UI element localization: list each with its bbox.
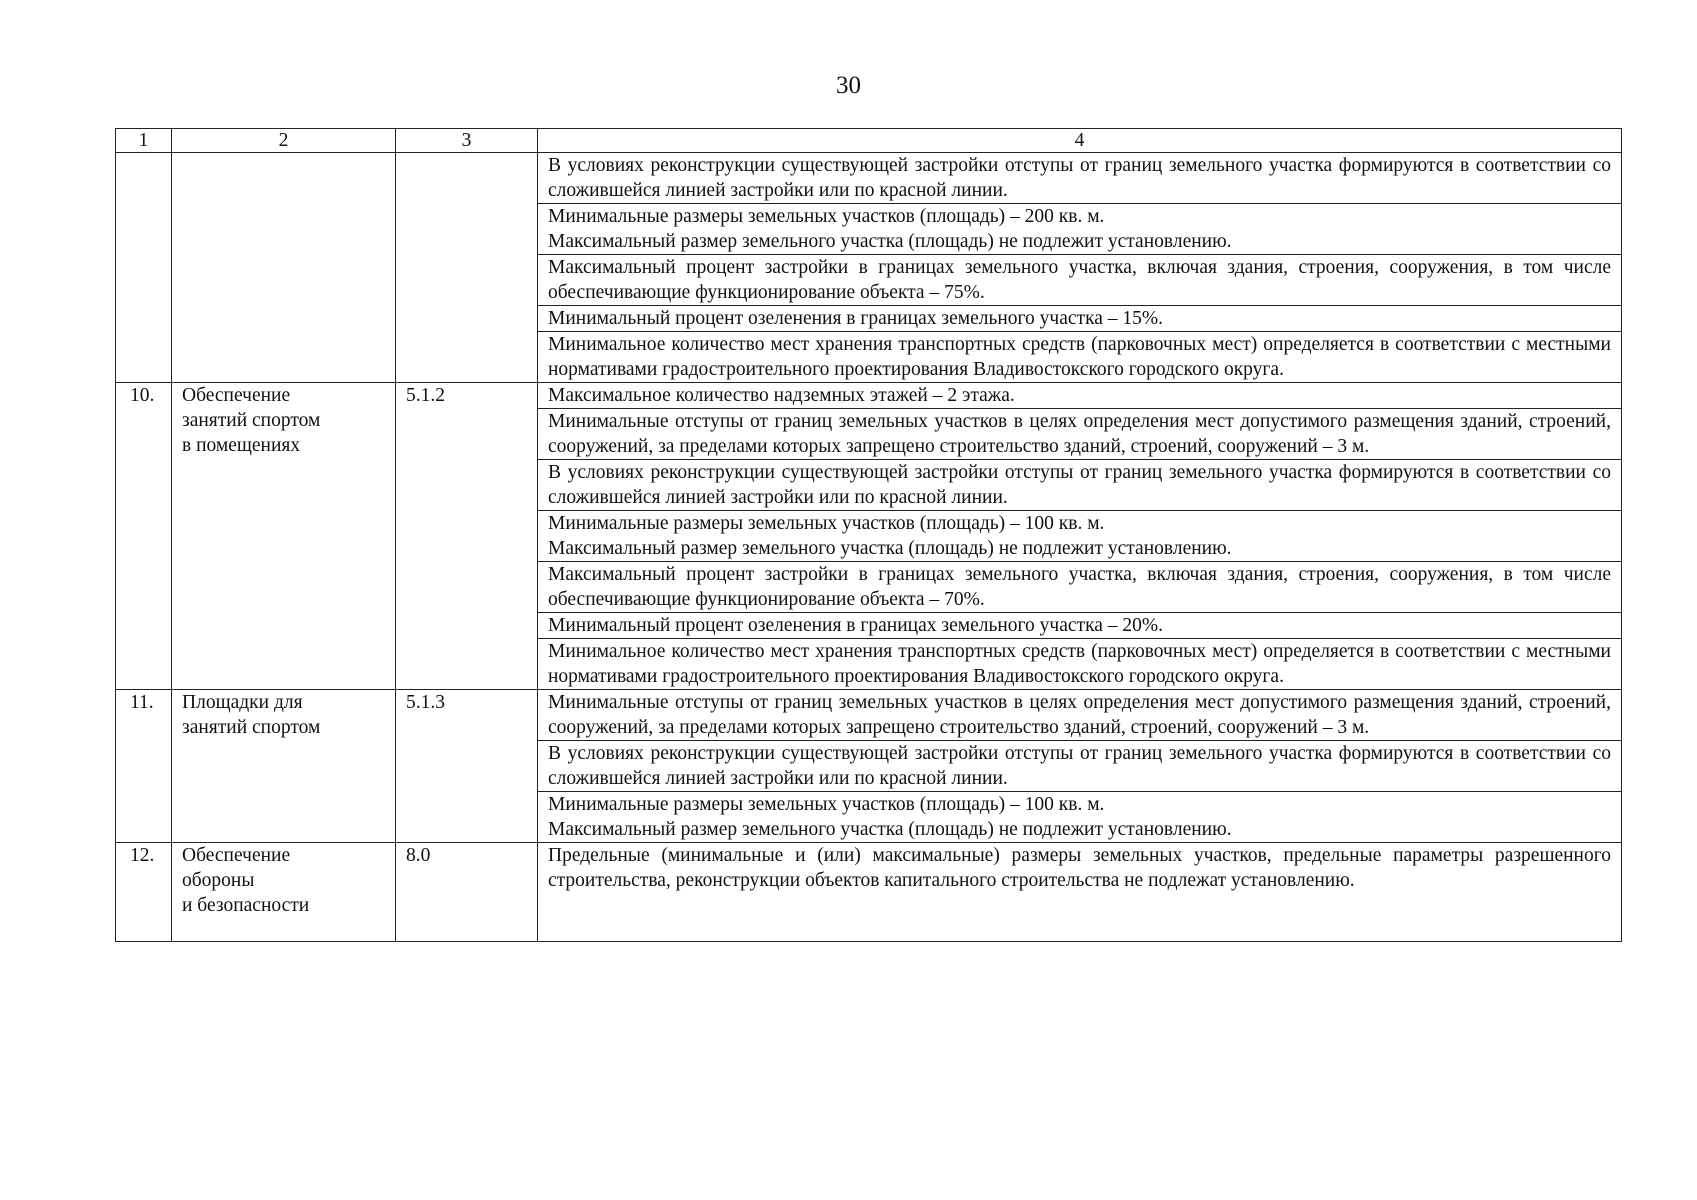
parameter-cell: Минимальное количество мест хранения транспортных средств (парковочных мест) определяется в соответствии с местными нормативами градостроительного проектирования Владивостокского городского округа. [538,332,1622,383]
row-number: 10. [116,383,172,690]
parameter-cell: Максимальное количество надземных этажей – 2 этажа. [538,383,1622,409]
header-col-1: 1 [116,129,172,153]
parameter-cell: Минимальные отступы от границ земельных участков в целях определения мест допустимого размещения зданий, строений, сооружений, за пределами которых запрещено строительство зданий, строений, сооружений – 3 м. [538,690,1622,741]
parameter-cell: Минимальный процент озеленения в границах земельного участка – 15%. [538,306,1622,332]
table-row [116,383,1622,409]
num-cell-empty [116,153,172,383]
parameter-cell: Минимальное количество мест хранения транспортных средств (парковочных мест) определяется в соответствии с местными нормативами градостроительного проектирования Владивостокского городского округа. [538,639,1622,690]
table-row [116,690,1622,741]
use-type-code: 5.1.3 [396,690,538,843]
parameter-cell: В условиях реконструкции существующей застройки отступы от границ земельного участка формируются в соответствии со сложившейся линией застройки или по красной линии. [538,460,1622,511]
table-row [116,843,1622,942]
parameter-cell: В условиях реконструкции существующей застройки отступы от границ земельного участка формируются в соответствии со сложившейся линией застройки или по красной линии. [538,741,1622,792]
use-type-name: Площадки для занятий спортом [172,690,396,843]
header-col-3: 3 [396,129,538,153]
use-type-name: Обеспечение обороны и безопасности [172,843,396,942]
row-number: 11. [116,690,172,843]
parameter-cell: Минимальные отступы от границ земельных участков в целях определения мест допустимого размещения зданий, строений, сооружений, за пределами которых запрещено строительство зданий, строений, сооружений – 3 м. [538,409,1622,460]
header-col-2: 2 [172,129,396,153]
page-number: 30 [836,72,861,99]
parameter-cell: Минимальный процент озеленения в границах земельного участка – 20%. [538,613,1622,639]
parameter-cell: Максимальный процент застройки в границах земельного участка, включая здания, строения, сооружения, в том числе обеспечивающие функционирование объекта – 70%. [538,562,1622,613]
regulations-table [115,128,1622,942]
parameter-cell: Минимальные размеры земельных участков (площадь) – 200 кв. м. Максимальный размер земельного участка (площадь) не подлежит установлению. [538,204,1622,255]
header-row [116,129,1622,153]
parameter-cell: Максимальный процент застройки в границах земельного участка, включая здания, строения, сооружения, в том числе обеспечивающие функционирование объекта – 75%. [538,255,1622,306]
use-type-code: 5.1.2 [396,383,538,690]
use-type-code: 8.0 [396,843,538,942]
parameter-cell: Предельные (минимальные и (или) максимальные) размеры земельных участков, предельные параметры разрешенного строительства, реконструкции объектов капитального строительства не подлежат установлению. [538,843,1622,942]
use-type-name: Обеспечение занятий спортом в помещениях [172,383,396,690]
header-col-4: 4 [538,129,1622,153]
row-number: 12. [116,843,172,942]
parameter-cell: Минимальные размеры земельных участков (площадь) – 100 кв. м. Максимальный размер земельного участка (площадь) не подлежит установлению. [538,511,1622,562]
parameter-cell: Минимальные размеры земельных участков (площадь) – 100 кв. м. Максимальный размер земельного участка (площадь) не подлежит установлению. [538,792,1622,843]
code-cell-empty [396,153,538,383]
parameter-cell: В условиях реконструкции существующей застройки отступы от границ земельного участка формируются в соответствии со сложившейся линией застройки или по красной линии. [538,153,1622,204]
table-row [116,153,1622,204]
name-cell-empty [172,153,396,383]
